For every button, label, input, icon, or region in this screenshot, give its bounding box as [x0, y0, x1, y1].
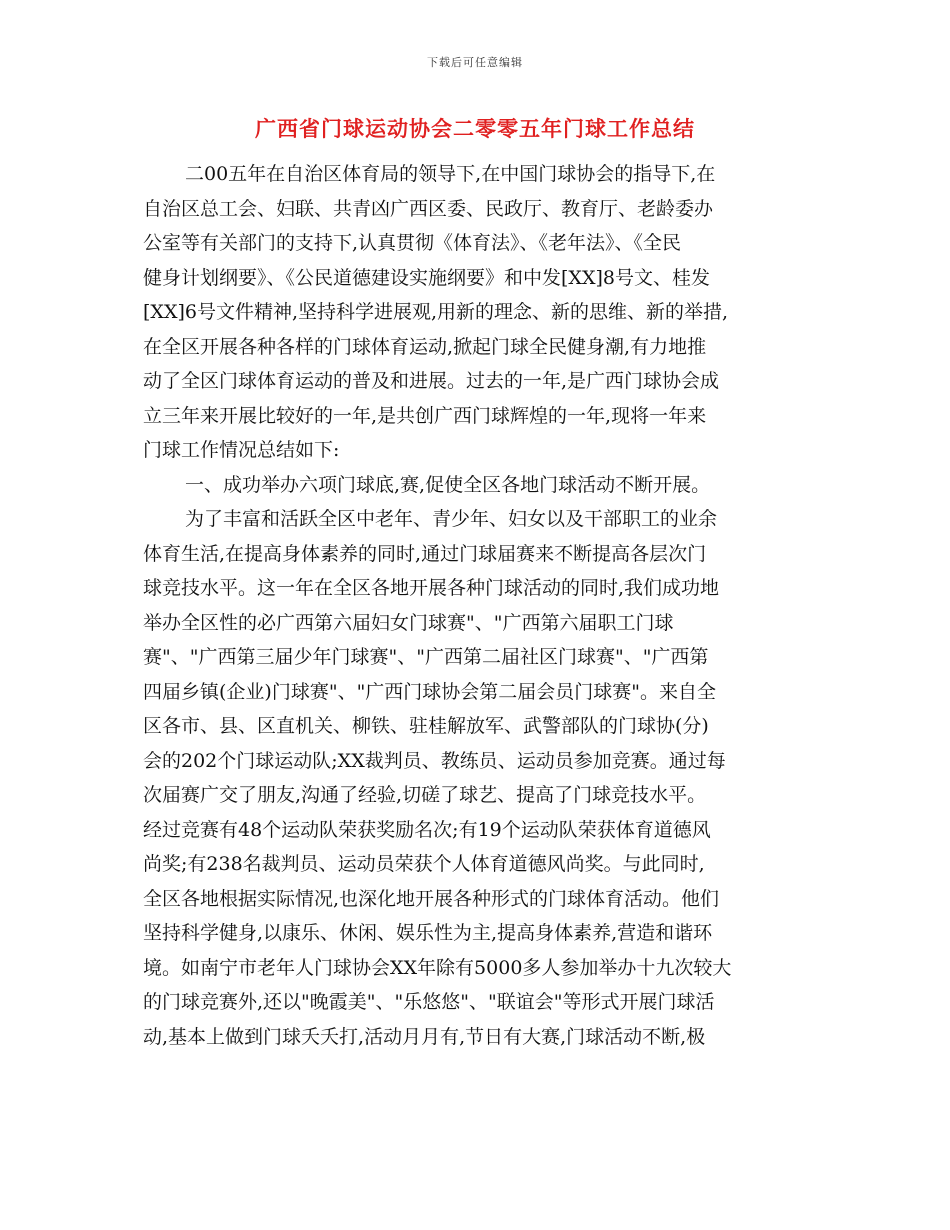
text-line: 动,基本上做到门球夭夭打,活动月月有,节日有大赛,门球活动不断,极 — [143, 1025, 706, 1048]
text-line: 全区各地根据实际情况,也深化地开展各种形式的门球体育活动。他们 — [143, 887, 720, 910]
text-line: 赛"、"广西第三届少年门球赛"、"广西第二届社区门球赛"、"广西第 — [143, 646, 709, 668]
text-line: 门球工作情况总结如下: — [143, 439, 340, 461]
document-body — [143, 157, 813, 1054]
text-line: 公室等有关部门的支持下,认真贯彻《体育法》、《老年法》、《全民 — [143, 232, 682, 254]
text-line: 动了全区门球体育运动的普及和进展。过去的一年,是广西门球协会成 — [143, 370, 720, 392]
text-line: [XX]6号文件精神,坚持科学进展观,用新的理念、新的思维、新的举措, — [143, 301, 729, 323]
text-line: 举办全区性的必广西第六届妇女门球赛"、"广西第六届职工门球 — [143, 611, 674, 634]
text-line: 境。如南宁市老年人门球协会XX年除有5000多人参加举办十九次较大 — [143, 956, 732, 979]
text-line: 为了丰富和活跃全区中老年、青少年、妇女以及干部职工的业余 — [185, 508, 718, 530]
text-line: 的门球竞赛外,还以"晚霞美"、"乐悠悠"、"联谊会"等形式开展门球活 — [143, 991, 715, 1013]
text-line: 坚持科学健身,以康乐、休闲、娱乐性为主,提高身体素养,营造和谐环 — [143, 922, 713, 944]
document-title: 广西省门球运动协会二零零五年门球工作总结 — [255, 116, 695, 141]
text-line: 自治区总工会、妇联、共青凶广西区委、民政厅、教育厅、老龄委办 — [143, 197, 714, 220]
text-line: 球竞技水平。这一年在全区各地开展各种门球活动的同时,我们成功地 — [143, 577, 720, 599]
text-line: 健身计划纲要》、《公民道德建设实施纲要》和中发[XX]8号文、桂发 — [143, 266, 710, 289]
text-line: 经过竞赛有48个运动队荣获奖励名次;有19个运动队荣获体育道德风 — [143, 818, 711, 841]
text-line: 次届赛广交了朋友,沟通了经验,切磋了球艺、提高了门球竞技水平。 — [143, 784, 707, 806]
text-line: 区各市、县、区直机关、柳铁、驻桂解放军、武警部队的门球协(分) — [143, 715, 709, 737]
text-line: 会的202个门球运动队;XX裁判员、教练员、运动员参加竞赛。通过每 — [143, 749, 726, 772]
text-line: 二00五年在自治区体育局的领导下,在中国门球协会的指导下,在 — [185, 163, 716, 185]
text-line: 一、成功举办六项门球底,赛,促使全区各地门球活动不断开展。 — [185, 473, 711, 496]
text-line: 在全区开展各种各样的门球体育运动,掀起门球全民健身潮,有力地推 — [143, 335, 707, 358]
text-line: 尚奖;有238名裁判员、运动员荣获个人体育道德风尚奖。与此同时, — [143, 853, 705, 875]
text-line: 立三年来开展比较好的一年,是共创广西门球辉煌的一年,现将一年来 — [143, 404, 707, 427]
text-line: 体育生活,在提高身体素养的同时,通过门球届赛来不断提高各层次门 — [143, 542, 707, 565]
text-line: 四届乡镇(企业)门球赛"、"广西门球协会第二届会员门球赛"。来自全 — [143, 680, 717, 703]
header-note: 下载后可任意编辑 — [427, 56, 523, 69]
